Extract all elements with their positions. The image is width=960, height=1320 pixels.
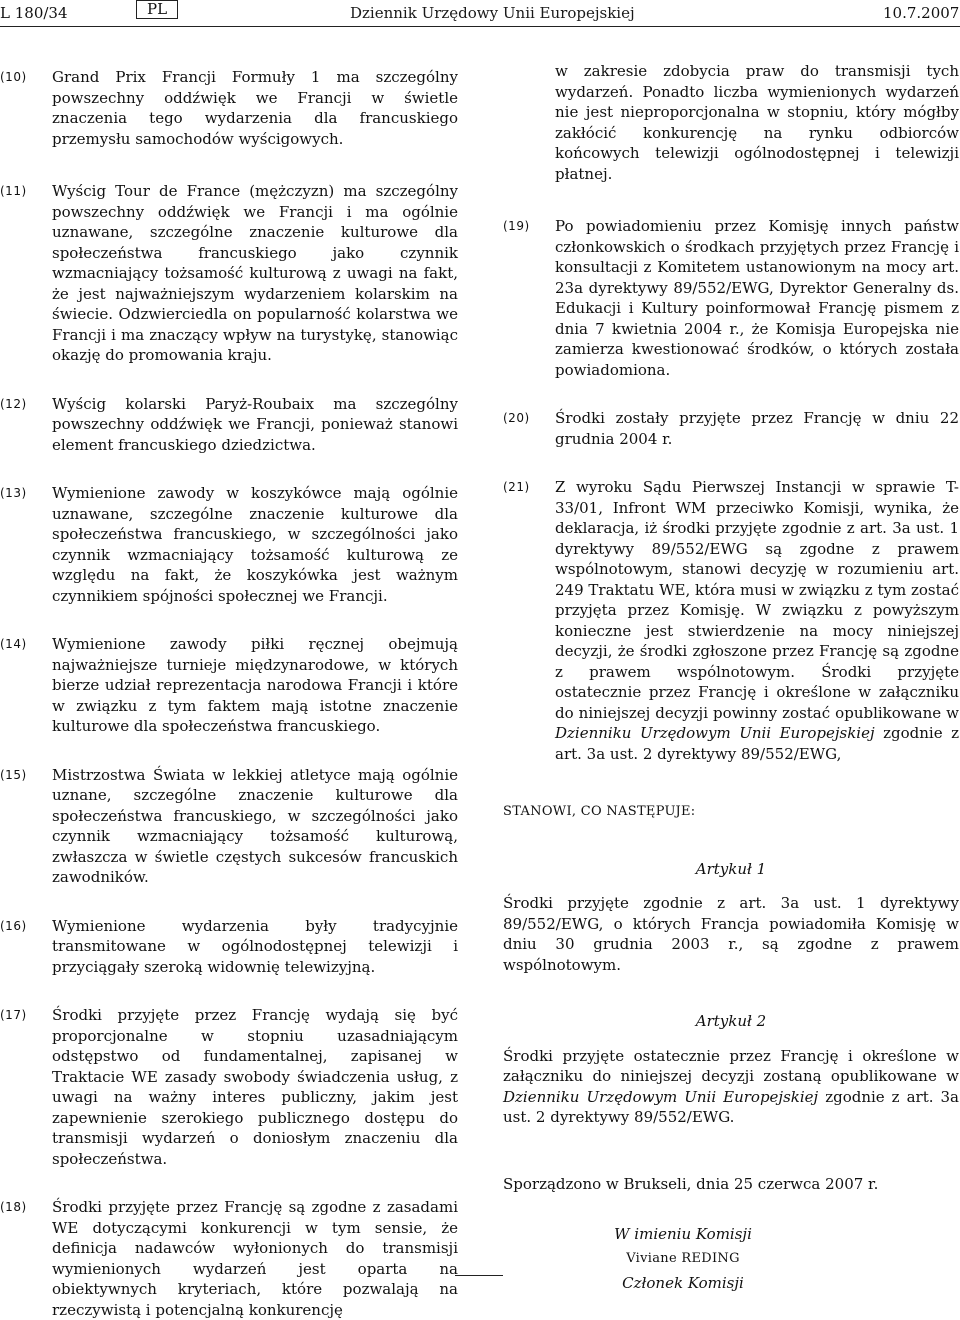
recital-number: (12) [0, 396, 27, 411]
recital-item [0, 483, 458, 606]
signature-on-behalf: W imieniu Komisji [614, 1225, 752, 1243]
recital-continuation [503, 61, 959, 184]
recital-text: Wymienione zawody w koszykówce mają ogólnie uznawane, szczególne znaczenie kulturowe dla społeczeństwa francuskiego, w szczególności jako czynnik wzmacniający tożsamość kulturową ze względu na fakt, że koszykówka jest ważnym czynnikiem spójności społecznej we Francji. [52, 484, 458, 605]
signature-block [533, 1224, 833, 1294]
recital-number: (15) [0, 767, 27, 782]
publication-date: 10.7.2007 [883, 4, 960, 22]
recital-number: (21) [503, 480, 530, 494]
recital-item [503, 477, 959, 764]
recital-item [0, 394, 458, 456]
done-at: Sporządzono w Brukseli, dnia 25 czerwca 2007 r. [503, 1174, 879, 1193]
article-2-text-part: zgodnie z art. 3a ust. 2 dyrektywy 89/552/EWG. [503, 1087, 959, 1126]
article-1-title: Artykuł 1 [695, 859, 767, 878]
recital-number: (20) [503, 411, 530, 425]
article-2-text-part: Środki przyjęte ostatecznie przez Francję i określone w załączniku do niniejszej decyzji zostaną opublikowane w [503, 1046, 959, 1085]
recital-number: (19) [503, 219, 530, 233]
recital-text: Mistrzostwa Świata w lekkiej atletyce mają ogólnie uznane, szczególne znaczenie kulturowe dla społeczeństwa francuskiego, w szczególności jako czynnik wzmacniający tożsamość kulturową, zwłaszcza w świetle częstych sukcesów francuskich zawodników. [52, 765, 458, 886]
journal-name-italic: Dzienniku Urzędowym Unii Europejskiej [555, 724, 875, 742]
recital-item [0, 1197, 458, 1320]
article-2-title: Artykuł 2 [695, 1012, 767, 1030]
recital-item [503, 216, 959, 380]
recital-item [0, 181, 458, 366]
recital-text: Środki przyjęte przez Francję wydają się być proporcjonalne w stopniu uzasadniającym odstępstwo od fundamentalnej, zapisanej w Traktacie WE zasady swobody świadczenia usług, z uwagi na ważny interes publiczny, jakim jest zapewnienie szerokiego publicznego dostępu do transmisji wydarzeń o doniosłym znaczeniu dla społeczeństwa. [52, 1006, 458, 1168]
recital-item [0, 765, 458, 888]
left-column [0, 67, 458, 1320]
recital-text-part: zgodnie z art. 3a ust. 2 dyrektywy 89/552/EWG, [555, 724, 959, 763]
recital-text: Wyścig Tour de France (mężczyzn) ma szczególny powszechny oddźwięk we Francji i ma ogólnie uznawane, szczególne znaczenie kulturowe dla społeczeństwa francuskiego jako czynnik wzmacniający tożsamość kulturową z uwagi na fakt, że jest najważniejszym wydarzeniem kolarskim na świecie. Odzwierciedla on popularność kolarstwa we Francji i ma znaczący wpływ na turystykę, stanowiąc okazję do promowania kraju. [52, 182, 458, 364]
journal-title: Dziennik Urzędowy Unii Europejskiej [350, 4, 635, 22]
recital-text: Wymienione wydarzenia były tradycyjnie transmitowane w ogólnodostępnej telewizji i przyciągały szeroką widownię telewizyjną. [52, 916, 458, 976]
recital-item [503, 408, 959, 449]
recital-item [0, 916, 458, 978]
recital-text: Środki zostały przyjęte przez Francję w dniu 22 grudnia 2004 r. [555, 409, 959, 448]
header-divider [0, 26, 960, 27]
recital-number: (16) [0, 918, 27, 933]
recital-item [0, 67, 458, 149]
language-badge: PL [136, 0, 178, 19]
signatory-name: Viviane REDING [626, 1250, 740, 1266]
recital-number: (14) [0, 637, 27, 651]
journal-name-italic: Dzienniku Urzędowym Unii Europejskiej [503, 1087, 819, 1106]
right-column [503, 61, 959, 1294]
recital-text-part: Z wyroku Sądu Pierwszej Instancji w sprawie T-33/01, Infront WM przeciwko Komisji, wynika, że deklaracja, iż środki przyjęte zgodnie z art. 3a ust. 1 dyrektywy 89/552/EWG są zgodne z prawem wspólnotowym, stanowi decyzję w rozumieniu art. 249 Traktatu WE, która musi w związku z tym zostać przyjęta przez Komisję. W związku z powyższym konieczne jest stwierdzenie na mocy niniejszej decyzji, że środki zgłoszone przez Francję są zgodne z prawem wspólnotowym. Środki przyjęte ostatecznie przez Francję i określone w załączniku do niniejszej decyzji powinny zostać opublikowane w [555, 478, 959, 722]
continuation-text: w zakresie zdobycia praw do transmisji tych wydarzeń. Ponadto liczba wymienionych wydarzeń nie jest nieproporcjonalna w stopniu, który mógłby zakłócić konkurencję na rynku odbiorców końcowych telewizji ogólnodostępnej i telewizji płatnej. [555, 62, 959, 183]
signatory-role: Członek Komisji [622, 1274, 744, 1292]
article-2-text [503, 1046, 959, 1128]
recital-text: Po powiadomieniu przez Komisję innych państw członkowskich o środkach przyjętych przez Francję i konsultacji z Komitetem ustanowionym na mocy art. 23a dyrektywy 89/552/EWG, Dyrektor Generalny ds. Edukacji i Kultury poinformował Francję pismem z dnia 7 kwietnia 2004 r., że Komisja Europejska nie zamierza kwestionować środków, o których została powiadomiona. [555, 217, 959, 379]
recital-text: Grand Prix Francji Formuły 1 ma szczególny powszechny oddźwięk we Francji w świetle znaczenia tego wydarzenia dla francuskiego przemysłu samochodów wyścigowych. [52, 68, 458, 148]
recital-number: (11) [0, 184, 27, 198]
recital-text: Wyścig kolarski Paryż-Roubaix ma szczególny powszechny oddźwięk we Francji, ponieważ stanowi element francuskiego dziedzictwa. [52, 394, 458, 454]
article-1-text: Środki przyjęte zgodnie z art. 3a ust. 1 dyrektywy 89/552/EWG, o których Francja powiadomiła Komisję w dniu 30 grudnia 2003 r., są zgodne z prawem wspólnotowym. [503, 894, 959, 974]
operative-heading: STANOWI, CO NASTĘPUJE: [503, 804, 696, 819]
recital-text: Wymienione zawody piłki ręcznej obejmują najważniejsze turnieje międzynarodowe, w których bierze udział reprezentacja narodowa Francji i które w związku z tym faktem mają istotne znaczenie kulturowe dla społeczeństwa francuskiego. [52, 635, 458, 735]
recital-item [0, 1005, 458, 1169]
recital-number: (17) [0, 1008, 27, 1022]
recital-number: (10) [0, 70, 27, 84]
recital-number: (18) [0, 1200, 27, 1214]
recital-text [555, 477, 959, 764]
recital-item [0, 634, 458, 737]
footer-rule [455, 1275, 503, 1276]
recital-text: Środki przyjęte przez Francję są zgodne z zasadami WE dotyczącymi konkurencji w tym sensie, że definicja nadawców wyłonionych do transmisji wymienionych wydarzeń jest oparta na obiektywnych kryteriach, które pozwalają na rzeczywistą i potencjalną konkurencję [52, 1198, 458, 1319]
page-reference: L 180/34 [0, 4, 68, 22]
recital-number: (13) [0, 486, 27, 500]
